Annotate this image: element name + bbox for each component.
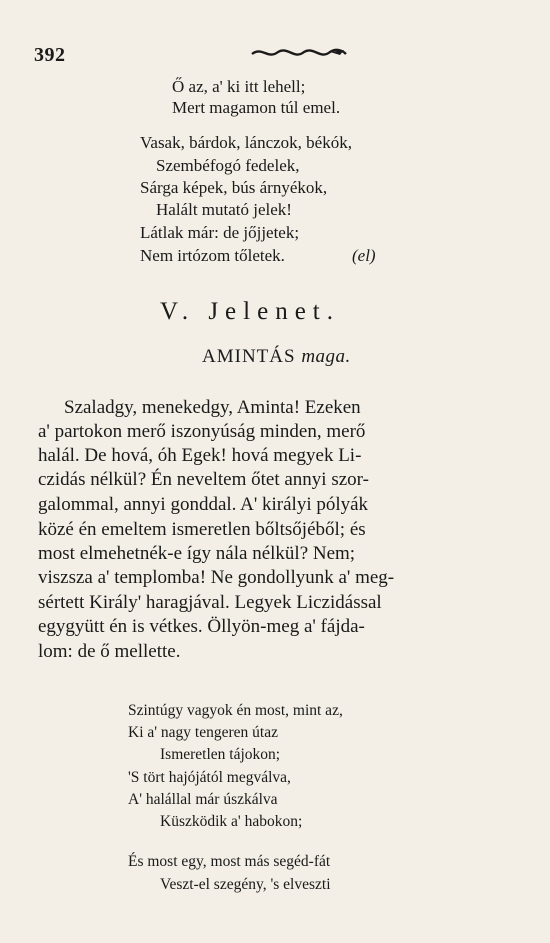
verse-line: Ismeretlen tájokon; [160, 746, 281, 763]
verse-line: Halált mutató jelek! [156, 200, 292, 219]
verse-line: Veszt-el szegény, 's elveszti [160, 876, 331, 893]
speaker-name: AMINTÁS [202, 346, 296, 367]
prose-line: a' partokon merő iszonyúság minden, merő [38, 421, 366, 442]
prose-line: sértett Király' haragjával. Legyek Liczidással [38, 592, 382, 613]
ornament-flourish-icon [248, 46, 348, 60]
prose-line: viszsza a' templomba! Ne gondollyunk a' meg- [38, 567, 395, 588]
verse-line: 'S tört hajójától megválva, [128, 769, 291, 786]
prose-line: czidás nélkül? Én neveltem őtet annyi szor- [38, 469, 369, 490]
scene-title: V. Jelenet. [160, 298, 340, 325]
prose-line: halál. De hová, óh Egek! hová megyek Li- [38, 445, 362, 466]
prose-line: lom: de ő mellette. [38, 641, 181, 662]
verse-line: Sárga képek, bús árnyékok, [140, 178, 328, 197]
verse-line: Szintúgy vagyok én most, mint az, [128, 702, 343, 719]
stage-direction: (el) [352, 246, 376, 265]
prose-line: közé én emeltem ismeretlen bőltsőjéből; és [38, 519, 366, 540]
verse-line: Mert magamon túl emel. [172, 98, 341, 117]
verse-line: Szembéfogó fedelek, [156, 156, 300, 175]
verse-line: Látlak már: de jőjjetek; [140, 223, 300, 242]
verse-line: Ő az, a' ki itt lehell; [172, 77, 306, 96]
prose-line: galommal, annyi gonddal. A' királyi pólyák [38, 494, 369, 515]
page-number: 392 [34, 44, 66, 66]
verse-line: És most egy, most más segéd-fát [128, 853, 331, 870]
verse-line: Ki a' nagy tengeren útaz [128, 724, 278, 741]
verse-line: Nem irtózom tőletek. [140, 246, 285, 265]
verse-line: Vasak, bárdok, lánczok, békók, [140, 133, 352, 152]
prose-line: Szaladgy, menekedgy, Aminta! Ezeken [64, 397, 361, 418]
verse-line: Küszködik a' habokon; [160, 813, 303, 830]
speaker-stage-direction: maga. [301, 346, 351, 367]
speaker-heading [202, 346, 351, 368]
prose-line: most elmehetnék-e így nála nélkül? Nem; [38, 543, 356, 564]
prose-line: egygyütt én is vétkes. Öllyön-meg a' fájda- [38, 616, 365, 637]
verse-line: A' halállal már úszkálva [128, 791, 278, 808]
